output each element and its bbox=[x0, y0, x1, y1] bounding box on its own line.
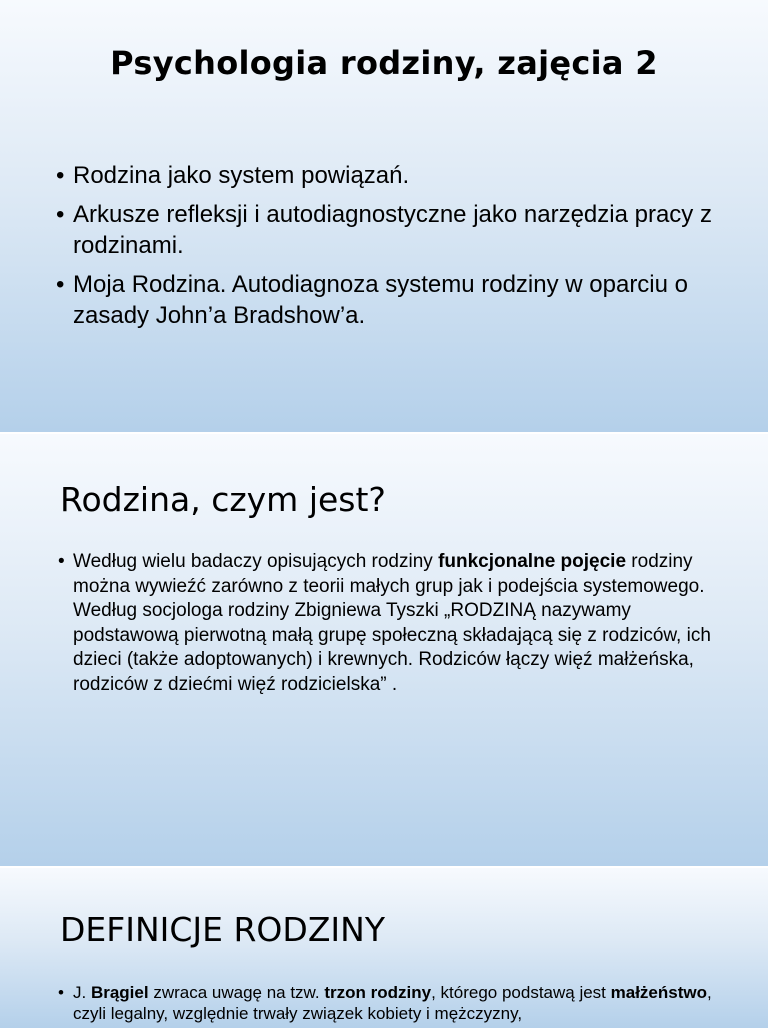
bullet-dot: • bbox=[56, 162, 65, 189]
bullet-text-3: , którego podstawą jest bbox=[431, 983, 611, 1002]
slide-3-title: DEFINICJE RODZINY bbox=[60, 910, 386, 949]
bold-term: funkcjonalne pojęcie bbox=[438, 551, 627, 572]
bullet-dot: • bbox=[56, 201, 65, 228]
bullet-dot: • bbox=[56, 271, 65, 298]
bullet-text-start: Według wielu badaczy opisujących rodziny bbox=[73, 551, 439, 572]
bullet-item bbox=[56, 160, 713, 191]
slide-1 bbox=[0, 0, 768, 432]
bullet-item bbox=[58, 550, 713, 697]
slide-1-title: Psychologia rodziny, zajęcia 2 bbox=[110, 44, 658, 82]
slide-3-bullet-list bbox=[58, 982, 713, 1024]
bullet-dot: • bbox=[58, 551, 65, 572]
bullet-item bbox=[56, 199, 713, 261]
bullet-item bbox=[58, 982, 713, 1024]
slide-2-bullet-list bbox=[58, 550, 713, 697]
bullet-text: Arkusze refleksji i autodiagnostyczne jako narzędzia pracy z rodzinami. bbox=[73, 201, 712, 259]
slide-2 bbox=[0, 434, 768, 866]
bullet-text-2: zwraca uwagę na tzw. bbox=[148, 983, 325, 1002]
bullet-item bbox=[56, 269, 713, 331]
bullet-text-rest: rodziny można wywieźć zarówno z teorii małych grup jak i podejścia systemowego. Według socjologa rodziny Zbigniewa Tyszki „RODZINĄ nazywamy podstawową pierwotną małą grupę społeczną składającą się z rodziców, ich dzieci (także adoptowanych) i krewnych. Rodziców łączy więź małżeńska, rodziców z dziećmi więź rodzicielska” . bbox=[73, 551, 711, 695]
slide-2-title: Rodzina, czym jest? bbox=[60, 480, 386, 519]
bullet-text: Moja Rodzina. Autodiagnoza systemu rodziny w oparciu o zasady John’a Bradshow’a. bbox=[73, 271, 688, 329]
bullet-text-4: , czyli legalny, względnie trwały związek kobiety i mężczyzny, bbox=[73, 983, 712, 1023]
bullet-text-1: J. bbox=[73, 983, 91, 1002]
bold-author: Brągiel bbox=[90, 983, 149, 1002]
bullet-text: Rodzina jako system powiązań. bbox=[73, 162, 410, 189]
bold-term: małżeństwo bbox=[610, 983, 707, 1002]
slide-1-bullet-list bbox=[56, 160, 713, 339]
slide-3 bbox=[0, 868, 768, 1028]
bold-term: trzon rodziny bbox=[324, 983, 432, 1002]
bullet-dot: • bbox=[58, 983, 64, 1002]
